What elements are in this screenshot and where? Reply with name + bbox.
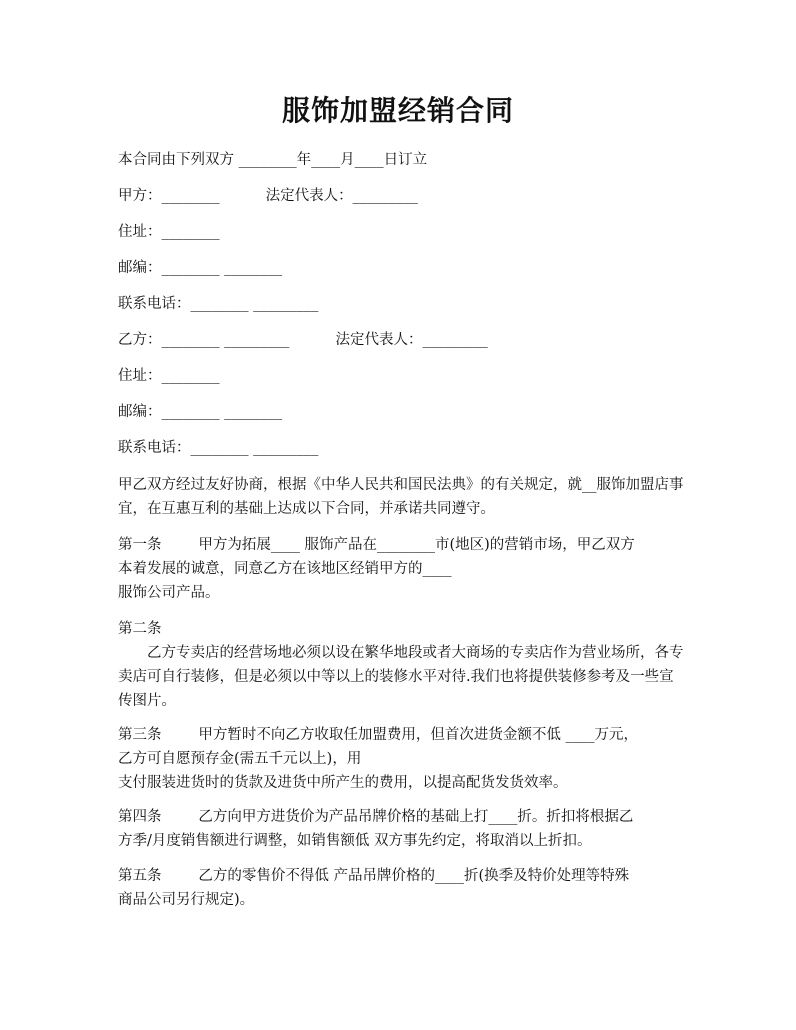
contract-preamble: 甲乙双方经过友好协商，根据《中华人民共和国民法典》的有关规定，就__服饰加盟店事宜，在互惠互利的基础上达成以下合同，并承诺共同遵守。 xyxy=(118,477,684,517)
article-4-line-2: 方季/月度销售额进行调整，如销售额低 双方事先约定，将取消以上折扣。 xyxy=(118,833,592,849)
party-b-phone: 联系电话：________ _________ xyxy=(118,440,319,456)
party-b-address: 住址：________ xyxy=(118,368,220,384)
party-a-phone: 联系电话：________ _________ xyxy=(118,296,319,312)
party-a-name-line: 甲方：________ 法定代表人：_________ xyxy=(118,188,418,204)
article-4-line-1: 第四条 乙方向甲方进货价为产品吊牌价格的基础上打____折。折扣将根据乙 xyxy=(118,809,634,825)
article-2-body: 乙方专卖店的经营场地必须以设在繁华地段或者大商场的专卖店作为营业场所，各专卖店可自行装修，但是必须以中等以上的装修水平对待.我们也将提供装修参考及一些宣传图片。 xyxy=(118,645,684,709)
party-b-name-line: 乙方：________ _________ 法定代表人：_________ xyxy=(118,332,488,348)
article-1-line-2: 本着发展的诚意，同意乙方在该地区经销甲方的____ xyxy=(118,561,452,577)
article-2-heading: 第二条 xyxy=(118,621,162,637)
party-a-address: 住址：________ xyxy=(118,224,220,240)
contract-intro: 本合同由下列双方 ________年____月____日订立 xyxy=(118,152,428,168)
article-1-line-3: 服饰公司产品。 xyxy=(118,585,220,601)
document-title: 服饰加盟经销合同 xyxy=(281,94,514,127)
article-1-line-1: 第一条 甲方为拓展____ 服饰产品在________市(地区)的营销市场，甲乙双方 xyxy=(118,537,635,553)
article-3-line-2: 乙方可自愿预存金(需五千元以上)，用 xyxy=(118,751,362,767)
article-5-line-2: 商品公司另行规定)。 xyxy=(118,892,255,908)
party-b-postcode: 邮编：________ ________ xyxy=(118,404,283,420)
party-a-postcode: 邮编：________ ________ xyxy=(118,260,283,276)
article-3-line-3: 支付服装进货时的货款及进货中所产生的费用，以提高配货发货效率。 xyxy=(118,775,568,791)
article-5-line-1: 第五条 乙方的零售价不得低 产品吊牌价格的____折(换季及特价处理等特殊 xyxy=(118,868,630,884)
article-3-line-1: 第三条 甲方暂时不向乙方收取任加盟费用，但首次进货金额不低 ____万元， xyxy=(118,727,638,743)
